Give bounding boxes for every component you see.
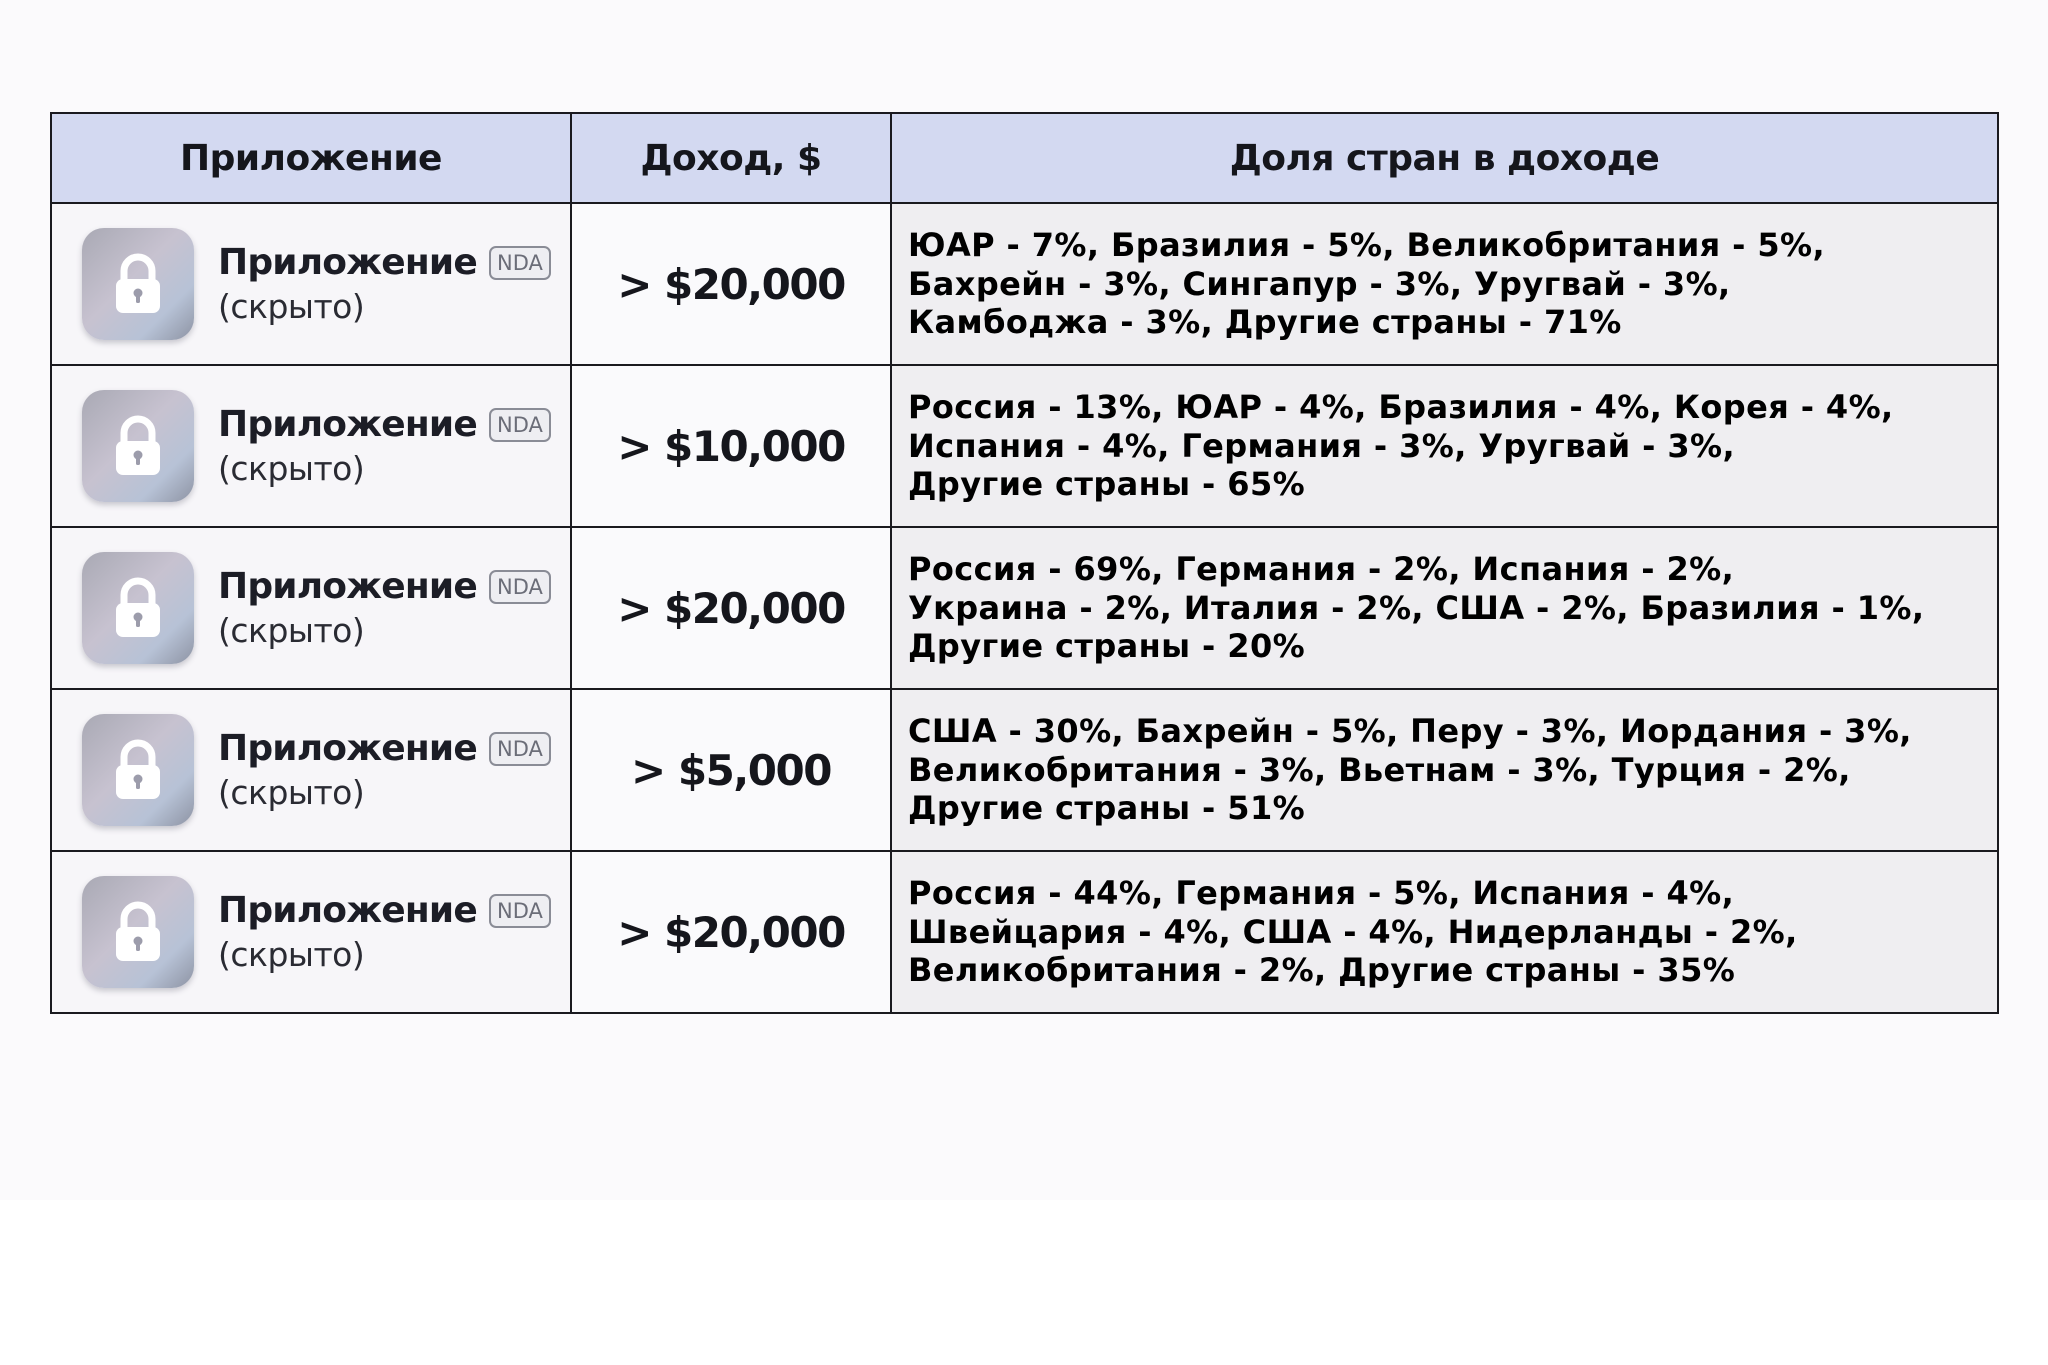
- lock-icon: [82, 390, 194, 502]
- nda-badge: NDA: [489, 894, 551, 928]
- share-cell: [891, 527, 1998, 689]
- app-name: Приложение: [218, 242, 477, 283]
- lock-icon: [82, 714, 194, 826]
- nda-badge: NDA: [489, 408, 551, 442]
- app-hidden-label: (скрыто): [218, 287, 365, 326]
- table-row: [51, 365, 1998, 527]
- table-row: [51, 851, 1998, 1013]
- income-value: > $20,000: [617, 907, 845, 957]
- income-value: > $20,000: [617, 583, 845, 633]
- income-value: > $5,000: [631, 745, 831, 795]
- share-line: Другие страны - 65%: [908, 465, 1306, 504]
- nda-badge: NDA: [489, 732, 551, 766]
- income-cell: [571, 365, 891, 527]
- share-line: Другие страны - 20%: [908, 627, 1306, 666]
- share-line: Украина - 2%, Италия - 2%, США - 2%, Бразилия - 1%,: [908, 588, 1925, 627]
- share-line: Испания - 4%, Германия - 3%, Уругвай - 3%,: [908, 426, 1736, 465]
- share-cell: [891, 851, 1998, 1013]
- income-cell: [571, 527, 891, 689]
- header-app: Приложение: [51, 113, 571, 203]
- table-row: [51, 689, 1998, 851]
- app-cell: [51, 203, 571, 365]
- header-share: Доля стран в доходе: [891, 113, 1998, 203]
- app-hidden-label: (скрыто): [218, 611, 365, 650]
- income-value: > $10,000: [617, 421, 845, 471]
- share-line: США - 30%, Бахрейн - 5%, Перу - 3%, Иордания - 3%,: [908, 712, 1912, 751]
- share-line: Великобритания - 2%, Другие страны - 35%: [908, 951, 1736, 990]
- share-line: Камбоджа - 3%, Другие страны - 71%: [908, 303, 1622, 342]
- header-income: Доход, $: [571, 113, 891, 203]
- app-hidden-label: (скрыто): [218, 773, 365, 812]
- income-value: > $20,000: [617, 259, 845, 309]
- table-row: [51, 527, 1998, 689]
- share-line: Великобритания - 3%, Вьетнам - 3%, Турция - 2%,: [908, 750, 1851, 789]
- app-cell: [51, 689, 571, 851]
- app-name: Приложение: [218, 566, 477, 607]
- app-cell: [51, 851, 571, 1013]
- share-line: Россия - 69%, Германия - 2%, Испания - 2%,: [908, 550, 1735, 589]
- income-cell: [571, 851, 891, 1013]
- income-cell: [571, 203, 891, 365]
- share-cell: [891, 203, 1998, 365]
- table-header-row: [51, 113, 1998, 203]
- lock-icon: [82, 228, 194, 340]
- app-name: Приложение: [218, 404, 477, 445]
- share-line: Швейцария - 4%, США - 4%, Нидерланды - 2%,: [908, 912, 1798, 951]
- app-hidden-label: (скрыто): [218, 449, 365, 488]
- share-line: Другие страны - 51%: [908, 789, 1306, 828]
- app-cell: [51, 527, 571, 689]
- income-table: [50, 112, 1999, 1014]
- table-row: [51, 203, 1998, 365]
- income-cell: [571, 689, 891, 851]
- share-cell: [891, 689, 1998, 851]
- app-hidden-label: (скрыто): [218, 935, 365, 974]
- share-line: Россия - 13%, ЮАР - 4%, Бразилия - 4%, Корея - 4%,: [908, 388, 1894, 427]
- share-cell: [891, 365, 1998, 527]
- share-line: ЮАР - 7%, Бразилия - 5%, Великобритания - 5%,: [908, 226, 1826, 265]
- app-name: Приложение: [218, 728, 477, 769]
- app-name: Приложение: [218, 890, 477, 931]
- app-cell: [51, 365, 571, 527]
- lock-icon: [82, 552, 194, 664]
- share-line: Россия - 44%, Германия - 5%, Испания - 4%,: [908, 874, 1735, 913]
- nda-badge: NDA: [489, 246, 551, 280]
- nda-badge: NDA: [489, 570, 551, 604]
- lock-icon: [82, 876, 194, 988]
- share-line: Бахрейн - 3%, Сингапур - 3%, Уругвай - 3%,: [908, 264, 1731, 303]
